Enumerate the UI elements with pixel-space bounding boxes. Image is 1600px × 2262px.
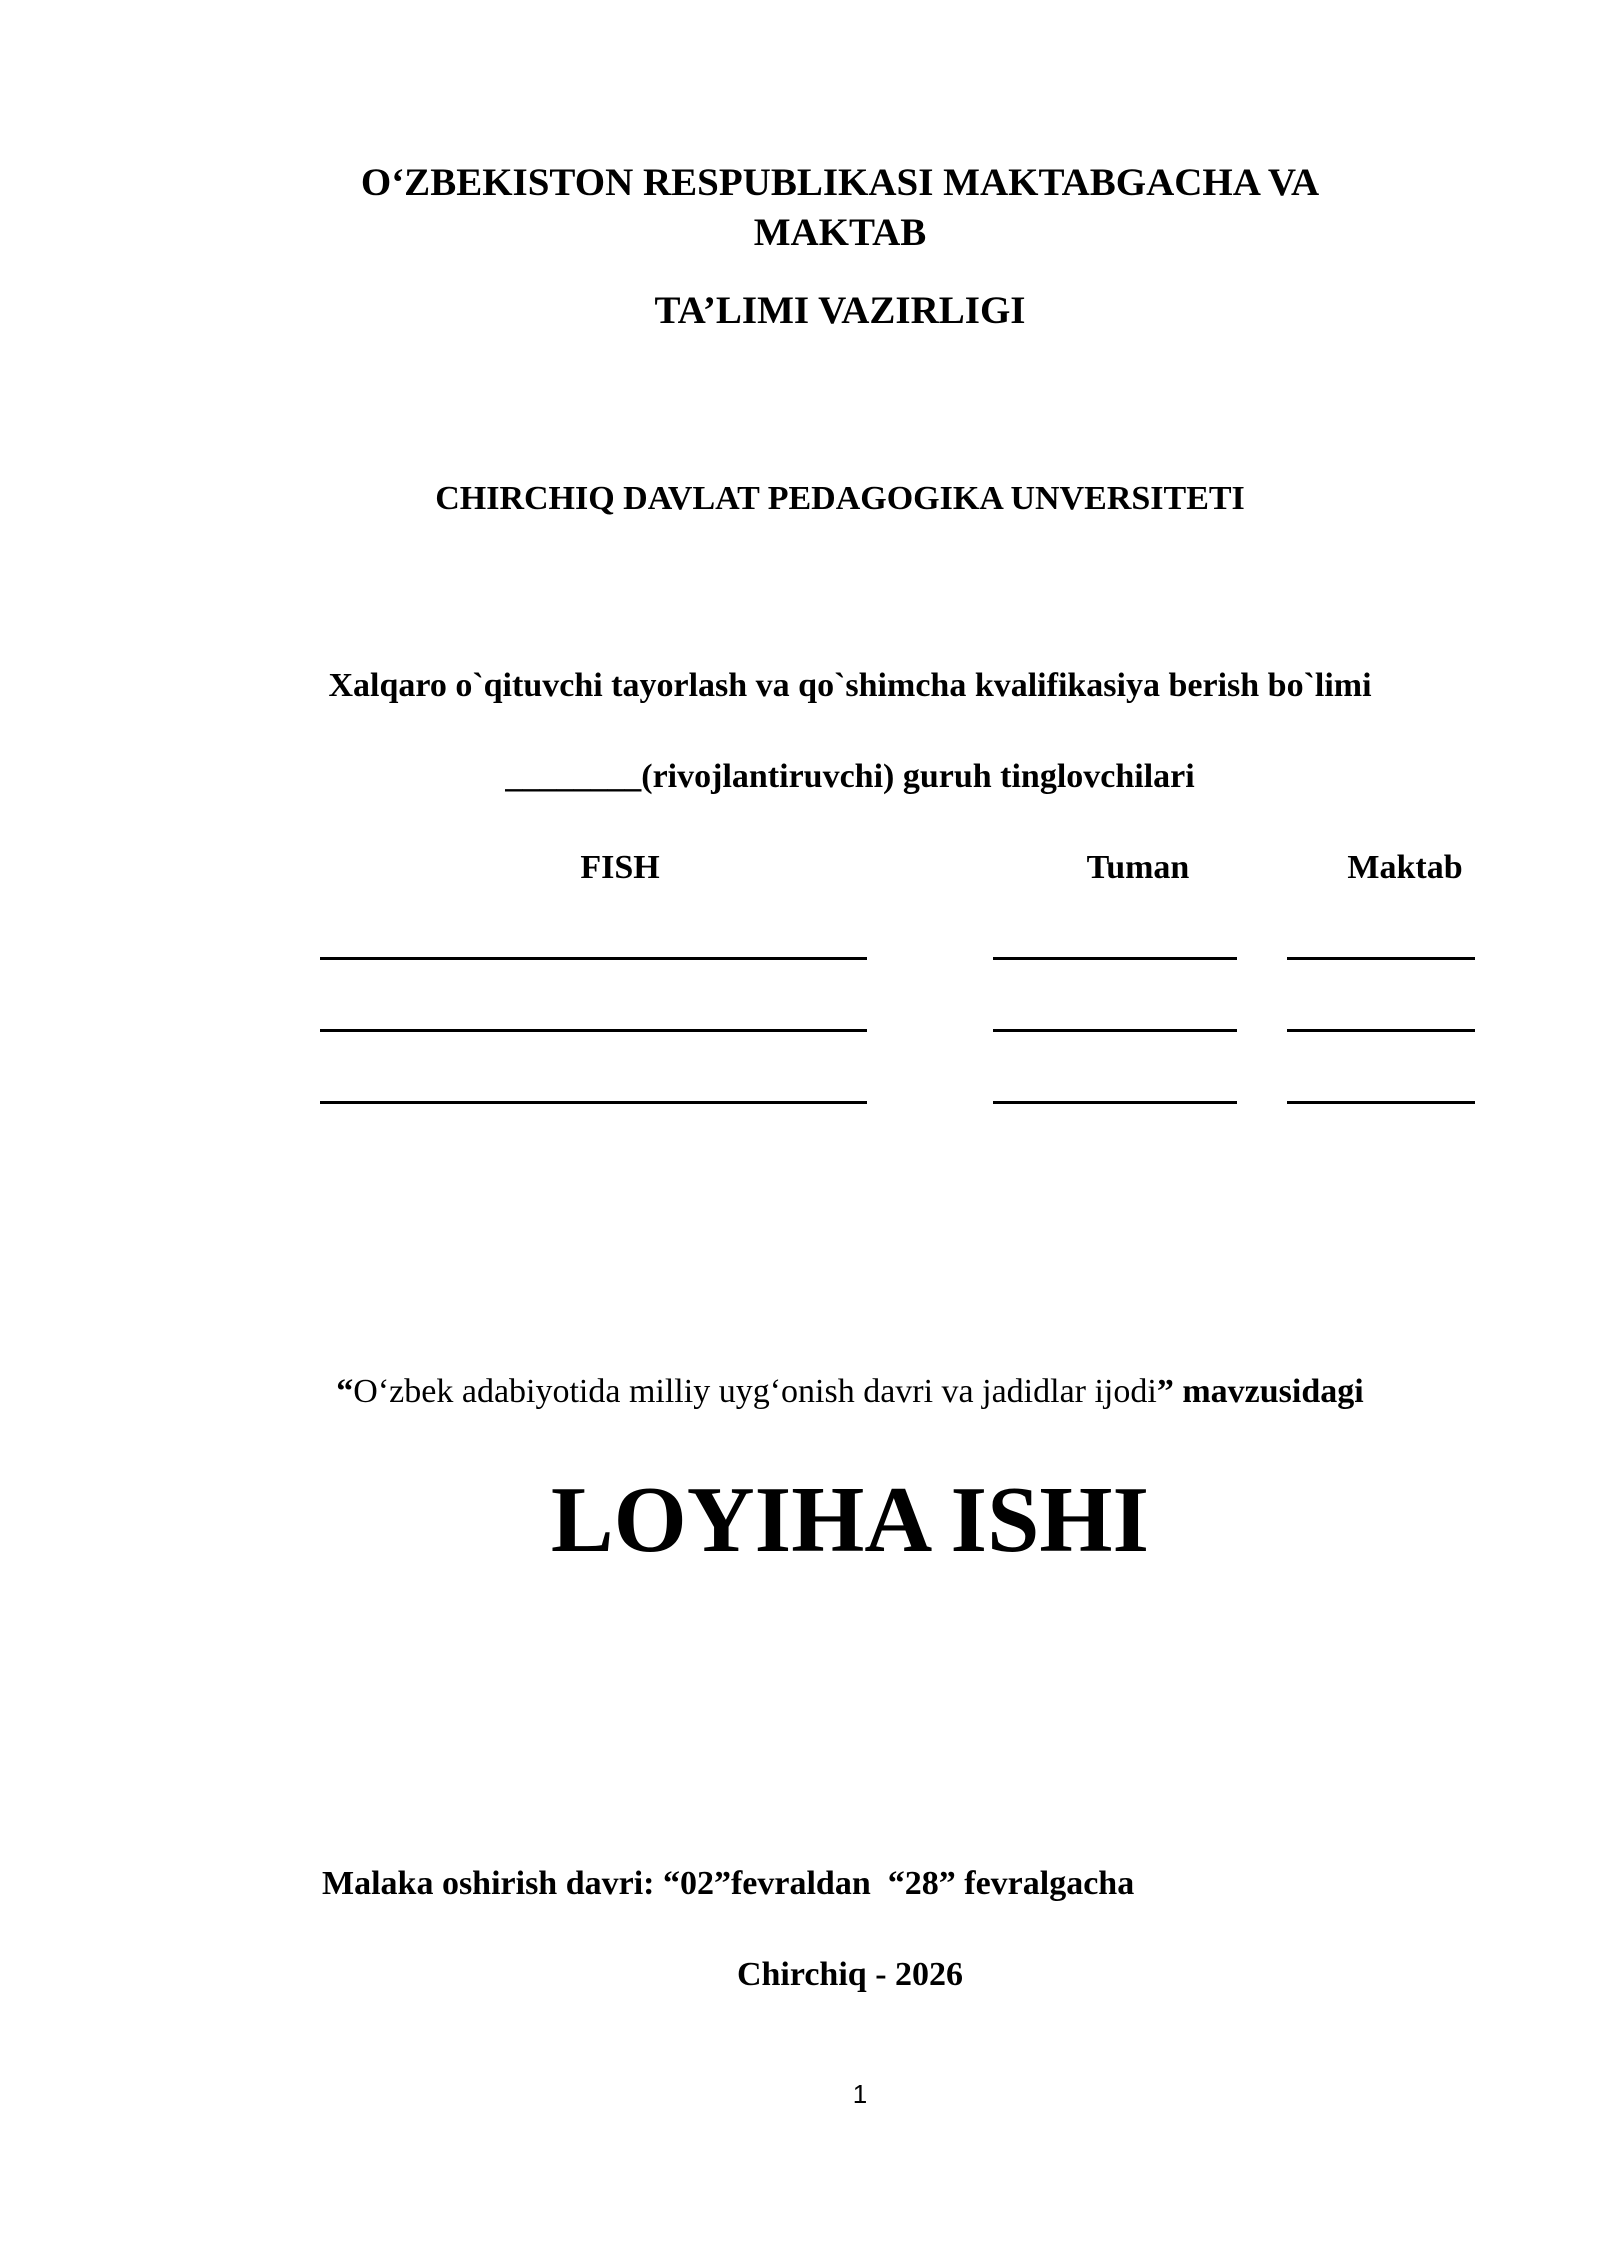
tuman-blank-line-3[interactable] (993, 1101, 1237, 1104)
university-name: CHIRCHIQ DAVLAT PEDAGOGIKA UNVERSITETI (435, 480, 1245, 517)
maktab-blank-line-1[interactable] (1287, 957, 1475, 960)
page-number: 1 (852, 2079, 868, 2109)
ministry-line-2: MAKTAB (753, 211, 927, 254)
tuman-blank-line-2[interactable] (993, 1029, 1237, 1032)
tuman-blank-line-1[interactable] (993, 957, 1237, 960)
topic-suffix: mavzusidagi (1173, 1373, 1364, 1410)
department-name: Xalqaro o`qituvchi tayorlash va qo`shimcha kvalifikasiya berish bo`limi (328, 667, 1372, 704)
column-header-fish: FISH (580, 849, 660, 886)
maktab-blank-line-2[interactable] (1287, 1029, 1475, 1032)
ministry-name (280, 158, 1400, 258)
city-year: Chirchiq - 2026 (736, 1956, 964, 1993)
column-header-tuman: Tuman (1086, 849, 1190, 886)
column-header-maktab: Maktab (1347, 849, 1463, 886)
topic-open-quote: “ (336, 1373, 354, 1410)
maktab-blank-line-3[interactable] (1287, 1101, 1475, 1104)
fish-blank-line-2[interactable] (320, 1029, 867, 1032)
ministry-line-1: O‘ZBEKISTON RESPUBLIKASI MAKTABGACHA VA (360, 161, 1320, 204)
group-line: ________(rivojlantiruvchi) guruh tinglovchilari (505, 758, 1195, 795)
document-title: LOYIHA ISHI (550, 1468, 1150, 1572)
topic-close-quote: ” (1156, 1373, 1174, 1410)
ministry-line-3: TA’LIMI VAZIRLIGI (654, 289, 1026, 332)
topic-text: O‘zbek adabiyotida milliy uyg‘onish davri va jadidlar ijodi (353, 1373, 1157, 1410)
fish-blank-line-1[interactable] (320, 957, 867, 960)
training-period: Malaka oshirish davri: “02”fevraldan “28” fevralgacha (322, 1865, 1135, 1902)
fish-blank-line-3[interactable] (320, 1101, 867, 1104)
project-topic (200, 1370, 1500, 1414)
